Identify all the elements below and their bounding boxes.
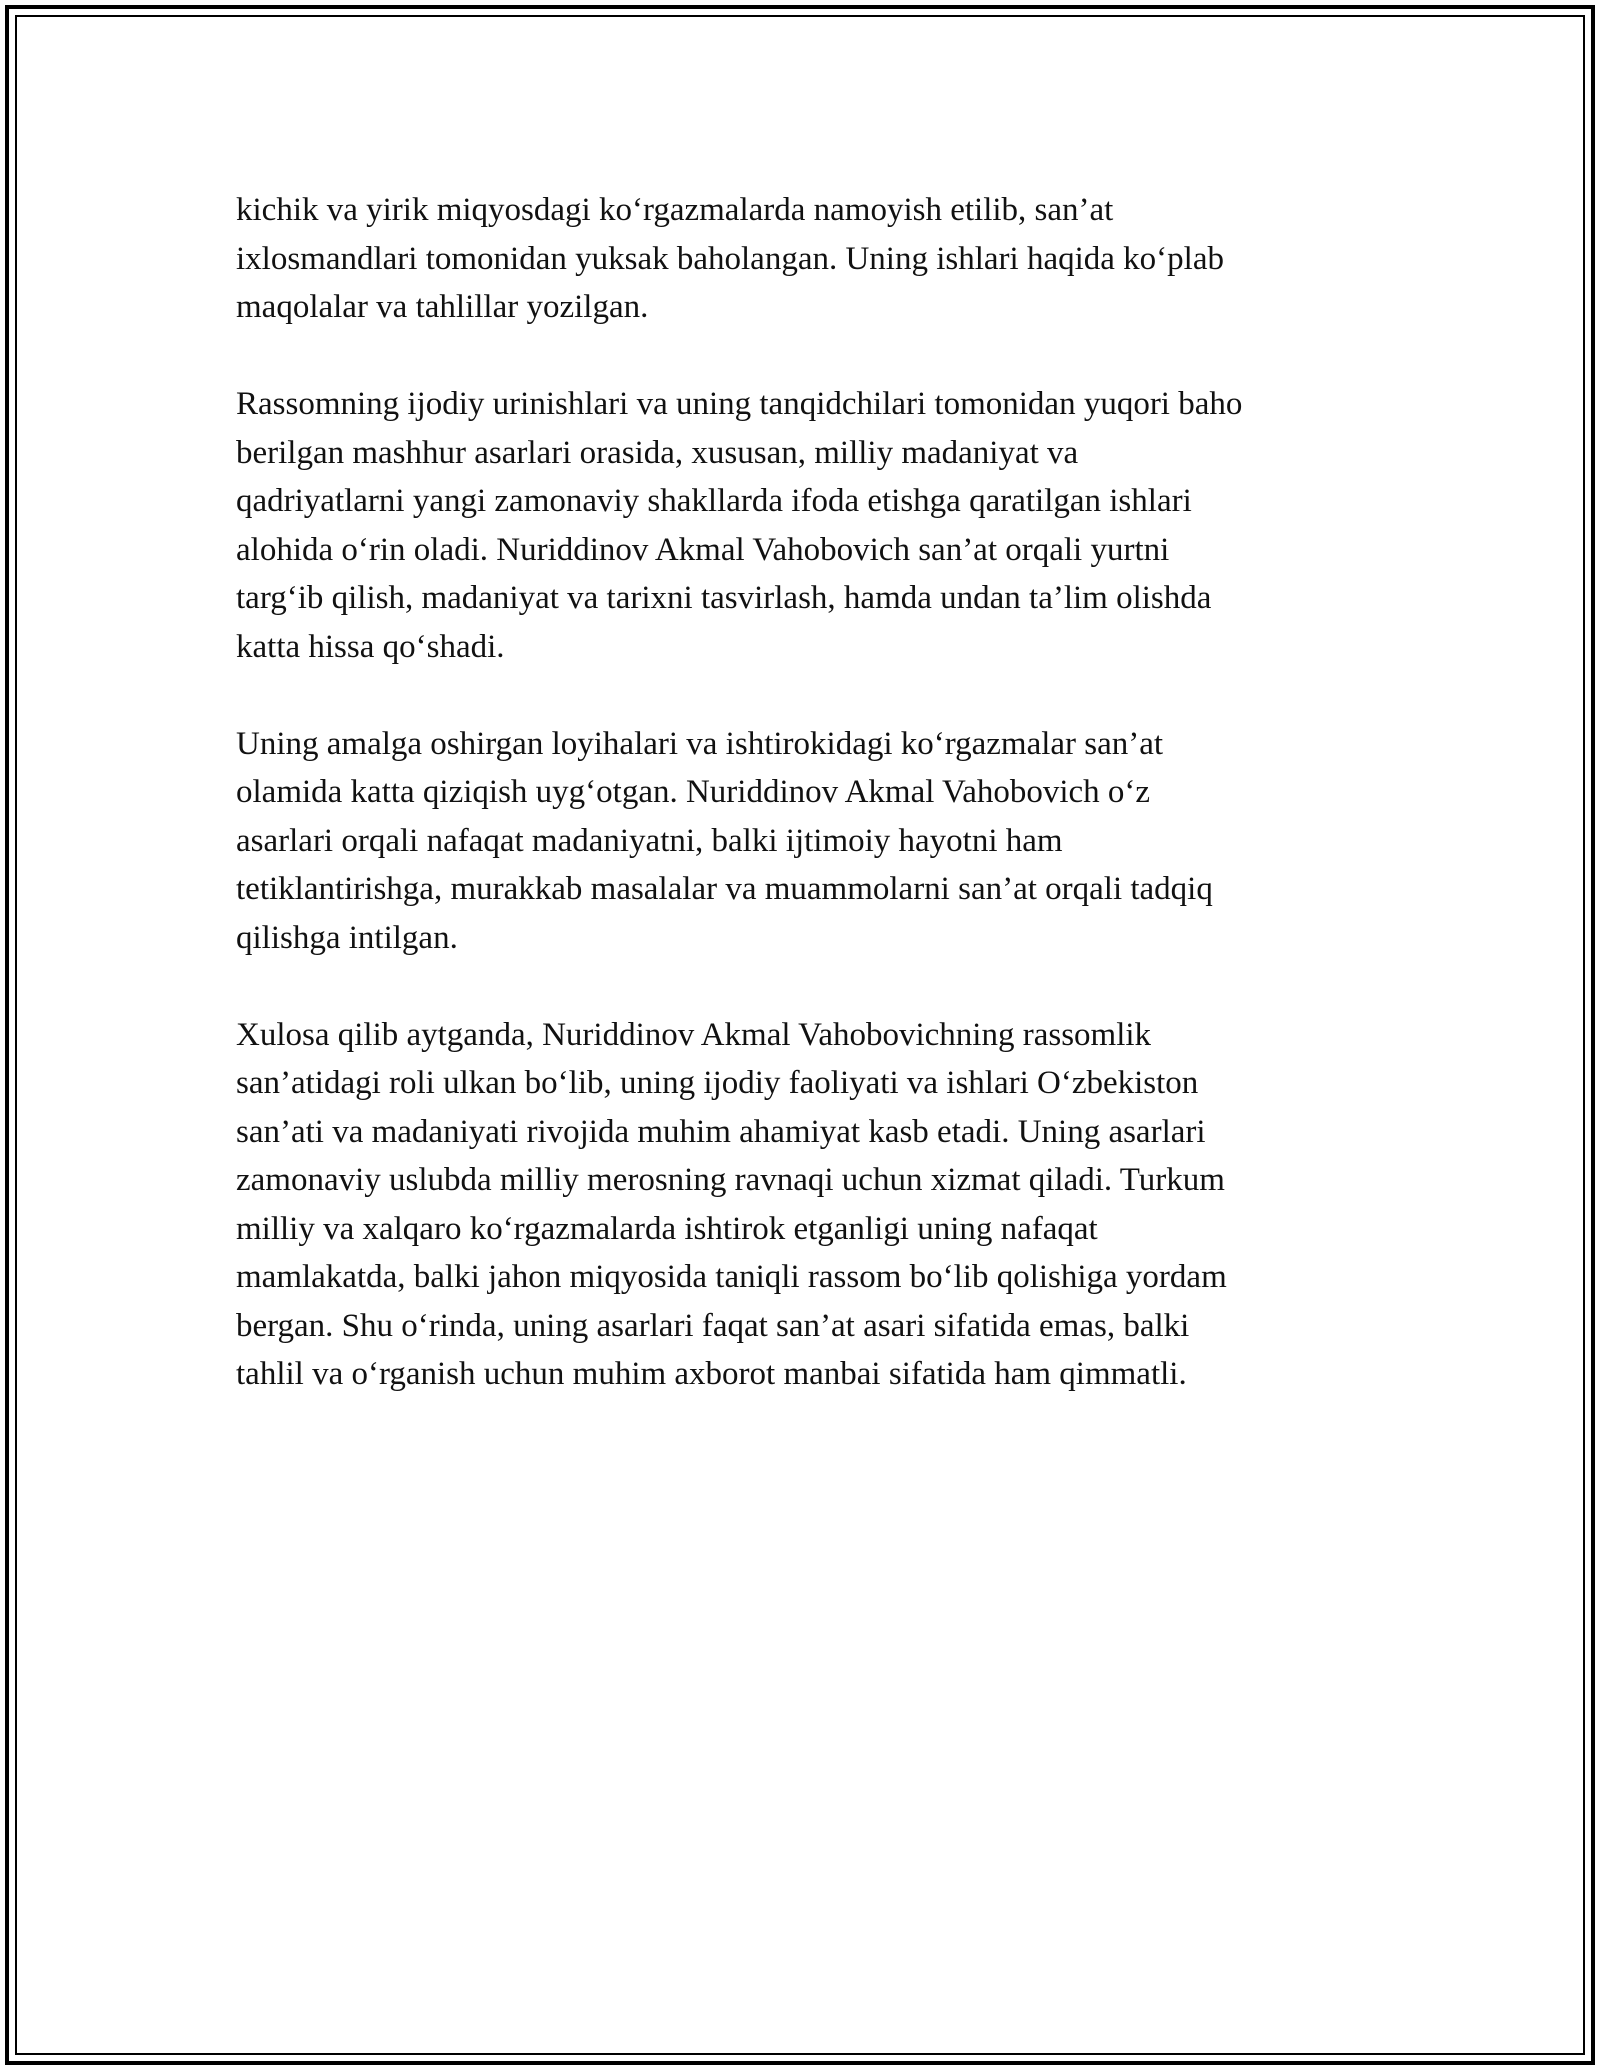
text-line: Xulosa qilib aytganda, Nuriddinov Akmal Vahobovichning rassomlik (236, 1016, 1152, 1053)
text-line: berilgan mashhur asarlari orasida, xususan, milliy madaniyat va (236, 434, 1079, 471)
text-line: Uning amalga oshirgan loyihalari va ishtirokidagi ko‘rgazmalar san’at (236, 725, 1164, 762)
text-line: tetiklantirishga, murakkab masalalar va muammolarni san’at orqali tadqiq (236, 871, 1213, 907)
text-line: milliy va xalqaro ko‘rgazmalarda ishtirok etganligi uning nafaqat (236, 1210, 1098, 1247)
text-line: targ‘ib qilish, madaniyat va tarixni tasvirlash, hamda undan ta’lim olishda (236, 580, 1212, 616)
text-line: maqolalar va tahlillar yozilgan. (236, 289, 649, 325)
text-line: mamlakatda, balki jahon miqyosida taniqli rassom bo‘lib qolishiga yordam (236, 1259, 1227, 1295)
text-line: zamonaviy uslubda milliy merosning ravnaqi uchun xizmat qiladi. Turkum (236, 1162, 1225, 1198)
text-line: ixlosmandlari tomonidan yuksak baholangan. Uning ishlari haqida ko‘plab (236, 240, 1224, 277)
text-line: tahlil va o‘rganish uchun muhim axborot manbai sifatida ham qimmatli. (236, 1356, 1187, 1392)
paragraph-4 (236, 1011, 1366, 1399)
text-line: asarlari orqali nafaqat madaniyatni, balki ijtimoiy hayotni ham (236, 822, 1063, 859)
paragraph-3 (236, 720, 1366, 963)
text-line: olamida katta qiziqish uyg‘otgan. Nuriddinov Akmal Vahobovich o‘z (236, 774, 1151, 810)
paragraph-1 (236, 186, 1366, 332)
page-body (236, 186, 1366, 1447)
text-line: Rassomning ijodiy urinishlari va uning tanqidchilari tomonidan yuqori baho (236, 386, 1243, 422)
paragraph-2 (236, 380, 1366, 671)
text-line: kichik va yirik miqyosdagi ko‘rgazmalarda namoyish etilib, san’at (236, 192, 1114, 228)
text-line: san’atidagi roli ulkan bo‘lib, uning ijodiy faoliyati va ishlari O‘zbekiston (236, 1065, 1199, 1101)
text-line: qilishga intilgan. (236, 919, 458, 956)
text-line: alohida o‘rin oladi. Nuriddinov Akmal Vahobovich san’at orqali yurtni (236, 531, 1170, 568)
text-line: bergan. Shu o‘rinda, uning asarlari faqat san’at asari sifatida emas, balki (236, 1307, 1190, 1344)
text-line: katta hissa qo‘shadi. (236, 628, 505, 665)
text-line: qadriyatlarni yangi zamonaviy shakllarda ifoda etishga qaratilgan ishlari (236, 483, 1192, 519)
text-line: san’ati va madaniyati rivojida muhim ahamiyat kasb etadi. Uning asarlari (236, 1113, 1206, 1150)
